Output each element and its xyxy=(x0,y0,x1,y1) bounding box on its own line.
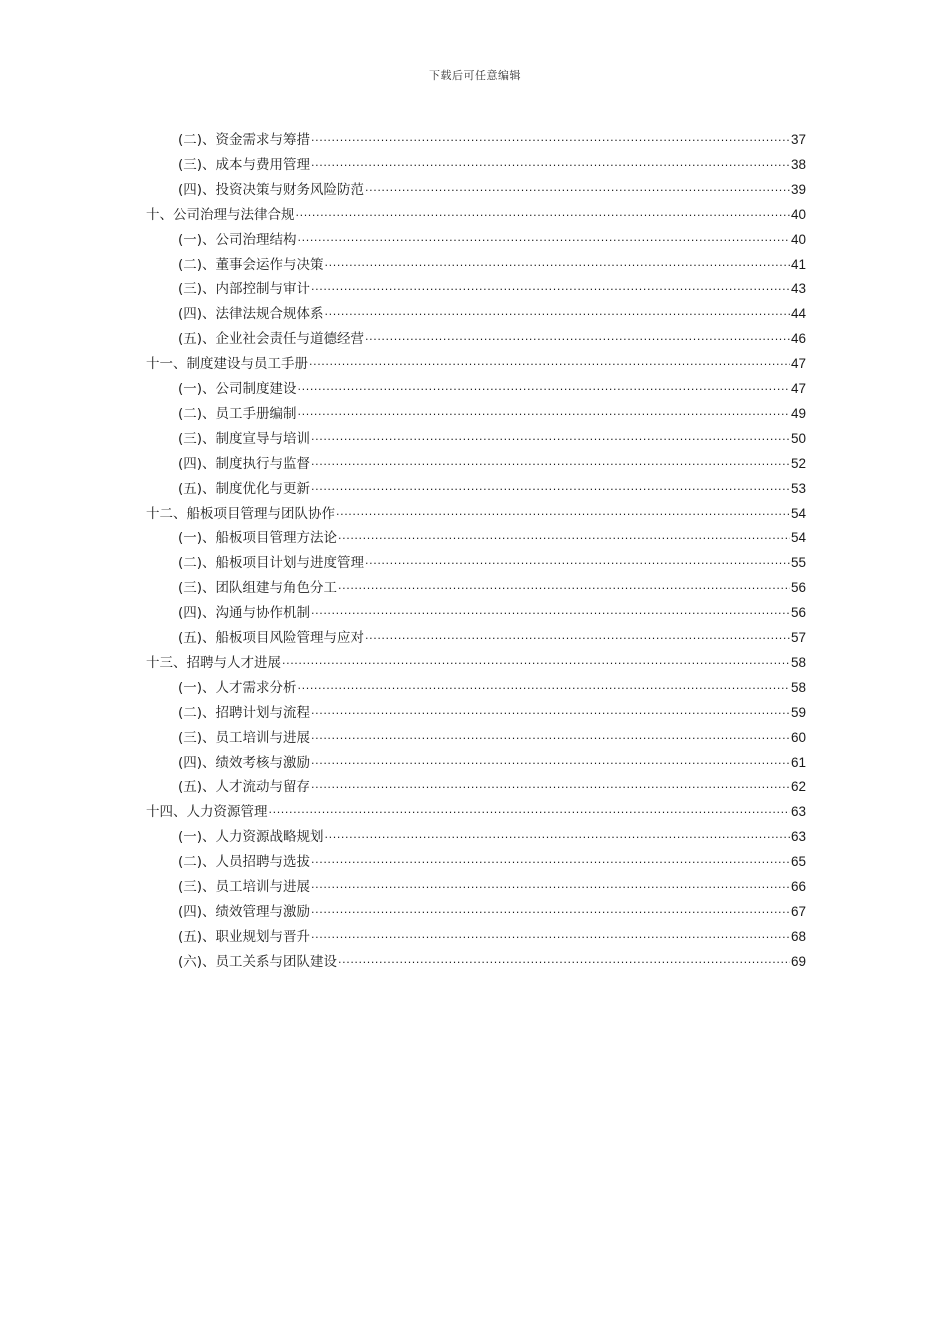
toc-section-entry[interactable] xyxy=(178,623,806,647)
toc-entry-title: (三)、员工培训与进展 xyxy=(178,879,311,895)
toc-chapter-entry[interactable] xyxy=(146,499,806,523)
toc-entry-title: (三)、制度宣导与培训 xyxy=(178,430,311,447)
toc-entry-title: (一)、人才需求分析 xyxy=(178,679,297,696)
toc-entry-title: (三)、员工培训与进展 xyxy=(178,729,311,746)
toc-entry-page-number: 61 xyxy=(790,754,806,770)
toc-dot-leader xyxy=(311,926,790,944)
toc-entry-title: (四)、投资决策与财务风险防范 xyxy=(178,181,365,198)
toc-dot-leader xyxy=(311,129,790,147)
toc-section-entry[interactable] xyxy=(178,673,806,697)
toc-dot-leader xyxy=(311,154,790,172)
toc-entry-page-number: 53 xyxy=(790,480,806,496)
toc-dot-leader xyxy=(365,328,790,346)
toc-entry-title: 十一、制度建设与员工手册 xyxy=(146,356,308,373)
toc-entry-title: (五)、职业规划与晋升 xyxy=(178,928,311,945)
toc-section-entry[interactable] xyxy=(178,548,806,572)
toc-entry-title: (四)、沟通与协作机制 xyxy=(178,605,311,622)
toc-entry-page-number: 39 xyxy=(790,181,806,197)
toc-entry-title: 十三、招聘与人才进展 xyxy=(146,654,281,671)
toc-dot-leader xyxy=(311,702,790,720)
toc-entry-title: (四)、绩效考核与激励 xyxy=(178,754,311,771)
toc-dot-leader xyxy=(311,752,790,770)
toc-entry-page-number: 54 xyxy=(790,530,806,546)
toc-entry-title: (四)、制度执行与监督 xyxy=(178,455,311,472)
toc-section-entry[interactable] xyxy=(178,125,806,149)
toc-section-entry[interactable] xyxy=(178,748,806,772)
toc-section-entry[interactable] xyxy=(178,250,806,274)
toc-entry-title: (五)、制度优化与更新 xyxy=(178,480,311,497)
toc-section-entry[interactable] xyxy=(178,573,806,597)
toc-section-entry[interactable] xyxy=(178,598,806,622)
toc-entry-page-number: 40 xyxy=(790,206,806,222)
toc-entry-page-number: 57 xyxy=(790,630,806,645)
toc-entry-page-number: 38 xyxy=(790,156,806,172)
toc-chapter-entry[interactable] xyxy=(146,797,806,821)
toc-entry-page-number: 59 xyxy=(790,704,806,720)
toc-entry-title: 十、公司治理与法律合规 xyxy=(146,206,295,223)
toc-entry-page-number: 56 xyxy=(790,580,806,596)
toc-entry-page-number: 65 xyxy=(790,854,806,870)
toc-dot-leader xyxy=(311,453,790,471)
toc-dot-leader xyxy=(325,254,790,272)
toc-entry-page-number: 63 xyxy=(790,829,806,845)
toc-section-entry[interactable] xyxy=(178,399,806,423)
toc-entry-title: (一)、船板项目管理方法论 xyxy=(178,530,338,547)
toc-entry-title: (一)、公司制度建设 xyxy=(178,381,297,397)
toc-dot-leader xyxy=(282,652,790,670)
toc-dot-leader xyxy=(311,876,790,894)
toc-dot-leader xyxy=(311,602,790,620)
toc-section-entry[interactable] xyxy=(178,299,806,323)
toc-section-entry[interactable] xyxy=(178,847,806,871)
toc-section-entry[interactable] xyxy=(178,922,806,946)
toc-dot-leader xyxy=(296,204,790,222)
toc-dot-leader xyxy=(365,552,790,570)
toc-entry-page-number: 56 xyxy=(790,605,806,621)
toc-section-entry[interactable] xyxy=(178,822,806,846)
toc-entry-page-number: 49 xyxy=(790,405,806,421)
toc-dot-leader xyxy=(311,478,790,496)
toc-entry-page-number: 47 xyxy=(790,381,806,396)
toc-section-entry[interactable] xyxy=(178,698,806,722)
toc-dot-leader xyxy=(311,776,790,794)
toc-section-entry[interactable] xyxy=(178,324,806,348)
toc-entry-page-number: 62 xyxy=(790,779,806,795)
toc-entry-title: (二)、人员招聘与选拔 xyxy=(178,854,311,871)
toc-dot-leader xyxy=(365,627,790,645)
toc-entry-page-number: 41 xyxy=(790,256,806,272)
toc-entry-page-number: 40 xyxy=(790,231,806,247)
toc-entry-page-number: 47 xyxy=(790,356,806,372)
toc-entry-title: (二)、董事会运作与决策 xyxy=(178,256,324,273)
toc-dot-leader xyxy=(309,353,790,371)
toc-section-entry[interactable] xyxy=(178,150,806,174)
toc-entry-title: (二)、员工手册编制 xyxy=(178,405,297,422)
toc-entry-page-number: 37 xyxy=(790,132,806,147)
toc-entry-page-number: 69 xyxy=(790,953,806,969)
toc-entry-title: (五)、人才流动与留存 xyxy=(178,779,311,796)
toc-dot-leader xyxy=(336,503,790,521)
toc-entry-title: (三)、团队组建与角色分工 xyxy=(178,580,338,597)
toc-entry-title: (四)、法律法规合规体系 xyxy=(178,306,324,323)
toc-dot-leader xyxy=(311,428,790,446)
toc-entry-page-number: 58 xyxy=(790,679,806,695)
toc-dot-leader xyxy=(311,278,790,296)
toc-entry-title: (二)、资金需求与筹措 xyxy=(178,132,311,148)
toc-dot-leader xyxy=(365,179,790,197)
toc-entry-page-number: 43 xyxy=(790,281,806,297)
toc-entry-page-number: 68 xyxy=(790,928,806,944)
toc-dot-leader xyxy=(311,901,790,919)
toc-section-entry[interactable] xyxy=(178,175,806,199)
toc-section-entry[interactable] xyxy=(178,274,806,298)
toc-dot-leader xyxy=(311,727,790,745)
toc-section-entry[interactable] xyxy=(178,225,806,249)
toc-dot-leader xyxy=(325,303,790,321)
page-header-note: 下载后可任意编辑 xyxy=(429,69,521,82)
toc-entry-page-number: 63 xyxy=(790,804,806,820)
toc-entry-page-number: 54 xyxy=(790,505,806,521)
toc-section-entry[interactable] xyxy=(178,424,806,448)
toc-entry-page-number: 50 xyxy=(790,430,806,446)
toc-entry-title: (三)、内部控制与审计 xyxy=(178,281,311,298)
toc-entry-title: (三)、成本与费用管理 xyxy=(178,156,311,173)
toc-section-entry[interactable] xyxy=(178,449,806,473)
toc-entry-page-number: 67 xyxy=(790,903,806,919)
toc-dot-leader xyxy=(338,527,790,545)
toc-entry-title: (一)、人力资源战略规划 xyxy=(178,829,324,846)
toc-entry-page-number: 66 xyxy=(790,879,806,894)
toc-entry-page-number: 46 xyxy=(790,331,806,347)
toc-entry-title: (二)、船板项目计划与进度管理 xyxy=(178,555,365,572)
toc-entry-title: 十二、船板项目管理与团队协作 xyxy=(146,505,335,522)
toc-entry-page-number: 44 xyxy=(790,306,806,322)
toc-dot-leader xyxy=(338,951,790,969)
toc-dot-leader xyxy=(311,851,790,869)
toc-dot-leader xyxy=(298,378,790,396)
toc-section-entry[interactable] xyxy=(178,897,806,921)
toc-chapter-entry[interactable] xyxy=(146,200,806,224)
toc-entry-title: (四)、绩效管理与激励 xyxy=(178,903,311,920)
toc-section-entry[interactable] xyxy=(178,523,806,547)
toc-entry-page-number: 58 xyxy=(790,654,806,670)
toc-entry-title: (一)、公司治理结构 xyxy=(178,231,297,248)
toc-entry-title: (二)、招聘计划与流程 xyxy=(178,704,311,721)
toc-dot-leader xyxy=(269,801,790,819)
toc-entry-title: (六)、员工关系与团队建设 xyxy=(178,953,338,970)
toc-section-entry[interactable] xyxy=(178,723,806,747)
toc-section-entry[interactable] xyxy=(178,947,806,971)
toc-dot-leader xyxy=(338,577,790,595)
toc-section-entry[interactable] xyxy=(178,772,806,796)
toc-section-entry[interactable] xyxy=(178,374,806,398)
toc-dot-leader xyxy=(298,229,790,247)
toc-entry-page-number: 60 xyxy=(790,729,806,745)
toc-dot-leader xyxy=(325,826,790,844)
toc-section-entry[interactable] xyxy=(178,474,806,498)
toc-entry-page-number: 52 xyxy=(790,455,806,471)
toc-entry-page-number: 55 xyxy=(790,555,806,571)
toc-chapter-entry[interactable] xyxy=(146,648,806,672)
toc-chapter-entry[interactable] xyxy=(146,349,806,373)
toc-dot-leader xyxy=(298,403,790,421)
toc-section-entry[interactable] xyxy=(178,872,806,896)
toc-entry-title: (五)、企业社会责任与道德经营 xyxy=(178,331,365,348)
toc-entry-title: (五)、船板项目风险管理与应对 xyxy=(178,630,365,646)
toc-entry-title: 十四、人力资源管理 xyxy=(146,804,268,821)
toc-dot-leader xyxy=(298,677,790,695)
